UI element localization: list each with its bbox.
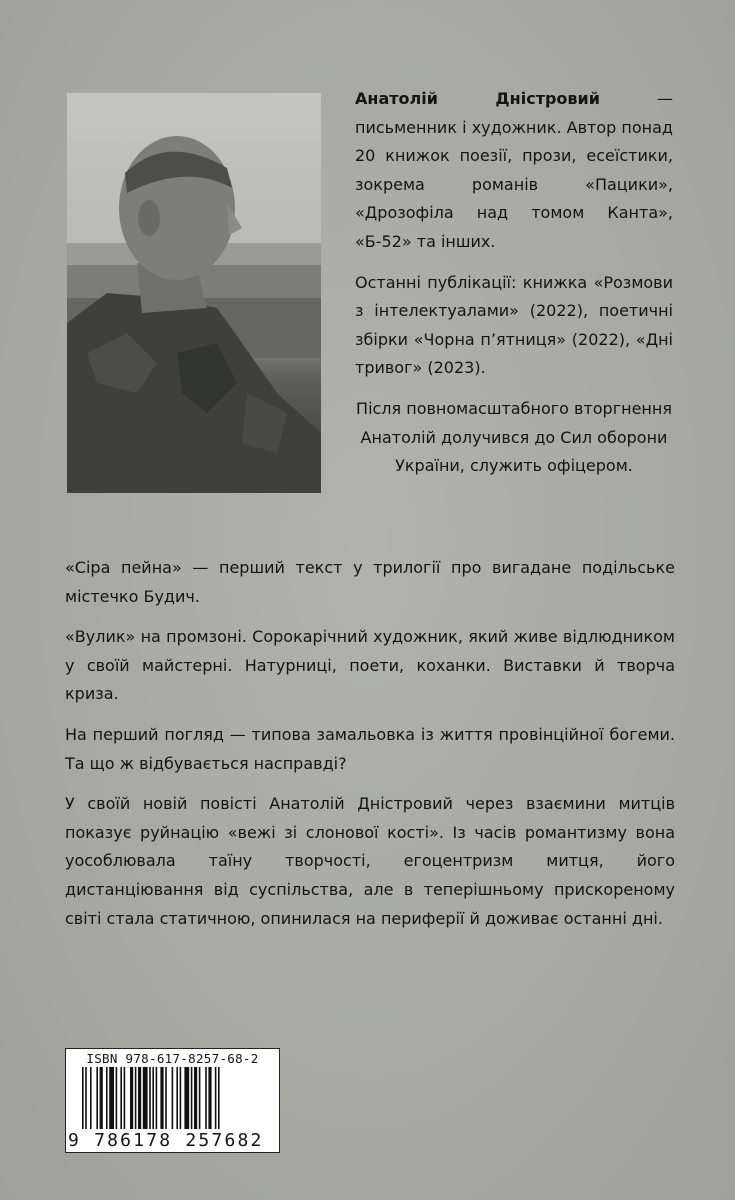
blurb-paragraph-1: «Сіра пейна» — перший текст у трилогії про вигадане подільське містечко Будич. <box>65 558 675 606</box>
ean-digits: 9 786178 257682 <box>68 1130 264 1151</box>
isbn-number: ISBN 978-617-8257-68-2 <box>86 1051 259 1066</box>
blurb-paragraph-4: У своїй новій повісті Анатолій Дністровий через взаємини митців показує руйнацію «вежі зі слонової кості». Із часів романтизму вона уособлювала таїну творчості, егоцентризм митця, його дистанціювання від суспільства, але в теперішньому прискореному світі стала статичною, опинилася на периферії й доживає останні дні. <box>65 794 675 928</box>
bio-recent-publications: Останні публікації: книжка «Розмови з інтелектуалами» (2022), поетичні збірки «Чорна п’ятниця» (2022), «Дні тривог» (2023). <box>355 272 673 378</box>
blurb-paragraph-3: На перший погляд — типова замальовка із життя провінційної богеми. Та що ж відбувається насправді? <box>65 724 675 773</box>
barcode-bars <box>82 1067 272 1129</box>
author-name: Анатолій Дністровий <box>355 89 600 108</box>
bio-military-service: Після повномасштабного вторгнення Анатолій долучився до Сил оборони України, служить офіцером. <box>356 398 672 476</box>
isbn-barcode <box>65 1048 280 1153</box>
author-bio <box>355 85 673 493</box>
bio-intro-text: — письменник і художник. Автор понад 20 книжок поезії, прози, есеїстики, зокрема романів «Пацики», «Дрозофіла над томом Канта», «Б-52» та інших. <box>355 89 673 251</box>
book-blurb <box>65 554 675 945</box>
bio-intro <box>355 85 673 257</box>
author-photo <box>67 93 321 493</box>
blurb-paragraph-2: «Вулик» на промзоні. Сорокарічний художник, який живе відлюдником у своїй майстерні. Натурниці, поети, коханки. Виставки й творча криза. <box>65 627 675 704</box>
